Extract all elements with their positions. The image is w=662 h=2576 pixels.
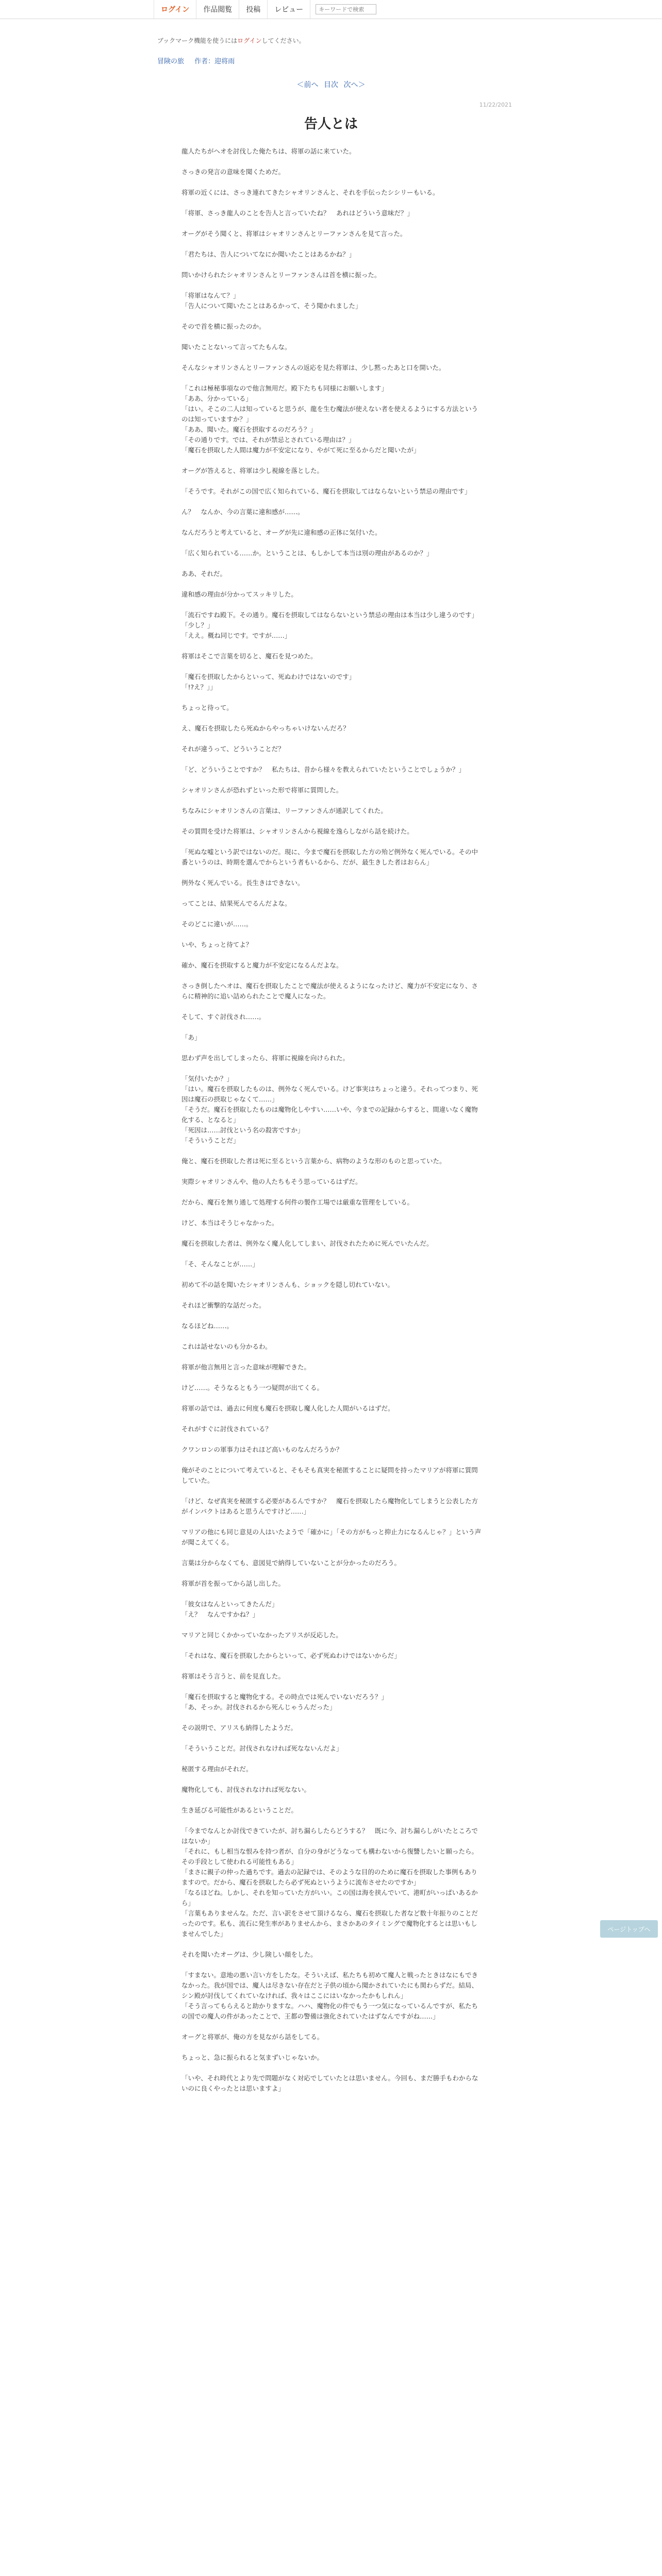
nav-menu bbox=[154, 0, 376, 19]
nav-item-browse[interactable]: 作品閲覧 bbox=[196, 0, 239, 19]
novel-paragraph: 「将軍、さっき龍人のことを告人と言っていたね？ あれはどういう意味だ？」 bbox=[181, 209, 414, 217]
novel-paragraph: 龍人たちがヘオを討伐した俺たちは、将軍の話に来ていた。 bbox=[181, 147, 356, 155]
novel-paragraph: 生き延びる可能性があるということだ。 bbox=[181, 1806, 298, 1814]
novel-paragraph: ん？ なんか、今の言葉に違和感が……。 bbox=[181, 508, 304, 516]
novel-paragraph: それがすぐに討伐されている？ bbox=[181, 1425, 272, 1433]
novel-paragraph: 「けど、なぜ真実を秘匿する必要があるんですか？ 魔石を摂取したら魔物化してしまうと公表した方がインパクトはあると思うんですけど……」 bbox=[181, 1497, 478, 1515]
novel-paragraph: マリアと同じくかかっていなかったアリスが反応した。 bbox=[181, 1631, 342, 1639]
novel-paragraph: 「すまない。意地の悪い言い方をしたな。そういえば、私たちも初めて魔人と戦ったときはなにもできなかった。我が国では、魔人は尽きない存在だと子供の頃から聞かされていたにも関わらずだ。結局、シン殿が討伐してくれていなければ、我々はここにはいなかったかもしれん」 「そう言ってもらえると助かりますな。ハハ、魔物化の件でもう一つ気になっているんですが、私たちの国での魔人の件があったことで、王都の警備は強化されていたはずなんですがね……」 bbox=[181, 1971, 478, 2020]
novel-paragraph: これは話せないのも分かるわ。 bbox=[181, 1343, 272, 1350]
chapter-pager bbox=[0, 79, 662, 90]
novel-paragraph: その質問を受けた将軍は、シャオリンさんから視線を逸らしながら話を続けた。 bbox=[181, 827, 413, 835]
novel-paragraph: なんだろうと考えていると、オーグが先に違和感の正体に気付いた。 bbox=[181, 529, 382, 536]
novel-paragraph: 「魔石を摂取したからといって、死ぬわけではないのです」 「!?え？」」 bbox=[181, 673, 356, 691]
novel-paragraph: いや、ちょっと待てよ？ bbox=[181, 941, 253, 948]
novel-paragraph: 「あ」 bbox=[181, 1033, 201, 1041]
novel-paragraph: オーグと将軍が、俺の方を見ながら話をしてる。 bbox=[181, 2033, 324, 2041]
novel-paragraph: え、魔石を摂取したら死ぬからやっちゃいけないんだろ？ bbox=[181, 724, 350, 732]
novel-paragraph: 違和感の理由が分かってスッキリした。 bbox=[181, 590, 297, 598]
novel-paragraph: 思わず声を出してしまったら、将軍に視線を向けられた。 bbox=[181, 1054, 350, 1062]
novel-paragraph: だから、魔石を無り通して処理する何件の製作工場では厳重な管理をしている。 bbox=[181, 1198, 414, 1206]
novel-paragraph: 「流石ですね殿下。その通り。魔石を摂取してはならないという禁忌の理由は本当は少し違うのです」 「少し？」 「ええ。概ね同じです。ですが……」 bbox=[181, 611, 478, 639]
series-link[interactable]: 冒険の旅 bbox=[157, 58, 185, 65]
novel-paragraph: 確か、魔石を摂取すると魔力が不安定になるんだよな。 bbox=[181, 961, 343, 969]
novel-paragraph: 将軍はそこで言葉を切ると、魔石を見つめた。 bbox=[181, 652, 317, 660]
novel-paragraph: 実際シャオリンさんや、他の人たちもそう思っているはずだ。 bbox=[181, 1178, 362, 1185]
search-input[interactable] bbox=[316, 4, 376, 14]
novel-paragraph: ちょっと待って。 bbox=[181, 704, 233, 711]
novel-paragraph: 「そ、そんなことが……」 bbox=[181, 1260, 259, 1268]
novel-paragraph: 問いかけられたシャオリンさんとリーファンさんは首を横に振った。 bbox=[181, 271, 381, 279]
novel-paragraph: そので首を横に振ったのか。 bbox=[181, 323, 266, 330]
novel-paragraph: 「そういうことだ。討伐されなければ死なないんだよ」 bbox=[181, 1744, 343, 1752]
novel-paragraph: 将軍はそう言うと、前を見直した。 bbox=[181, 1672, 285, 1680]
novel-paragraph: 「死ぬな嘘という訳ではないのだ。現に、今まで魔石を摂取した方の殆ど例外なく死んでいる。その中番というのは、時期を選んでからという者もいるから、だが、最生きした者はおらん」 bbox=[181, 848, 478, 866]
nav-item-post[interactable]: 投稿 bbox=[239, 0, 268, 19]
novel-paragraph: マリアの他にも同じ意見の人はいたようで「確かに」「その方がもっと抑止力になるんじゃ？」という声が聞こえてくる。 bbox=[181, 1528, 482, 1546]
novel-paragraph: 「ど、どういうことですか？ 私たちは、昔から様々を教えられていたということでしょうか？」 bbox=[181, 766, 466, 773]
novel-paragraph: それほど衝撃的な話だった。 bbox=[181, 1301, 266, 1309]
novel-paragraph: 聞いたことないって言ってたもんな。 bbox=[181, 343, 291, 351]
novel-paragraph: オーグが答えると、将軍は少し視線を落とした。 bbox=[181, 467, 324, 474]
novel-paragraph: ってことは、結果死んでるんだよな。 bbox=[181, 900, 291, 907]
novel-paragraph: その説明で、アリスも納得したようだ。 bbox=[181, 1724, 297, 1732]
novel-paragraph: 「今までなんとか討伐できていたが、討ち漏らしたらどうする？ 既に今、討ち漏らしがいたところではないか」 「それに、もし相当な恨みを持つ者が、自分の身がどうなっても構わないから復讐したいと願ったら。その手段として使われる可能性もある」 「まさに親子の仲った過ちです。過去の記録では、そのような目的のために魔石を摂取した事例もありますので。だから、魔石を摂取したら必ず死ぬというように流布させたのですか」 「なるほどね。しかし、それを知っていた方がいい。この国は海を挟んでいて、港町がいっぱいあるから」 「言葉もありませんな。ただ、言い訳をさせて頂けるなら、魔石を摂取した者など数十年振りのことだったのです。私も、流石に発生率がありませんから、まさかあのタイミングで魔物化するとは思いもしませんでした」 bbox=[181, 1827, 478, 1938]
novel-paragraph: 将軍が首を振ってから話し出した。 bbox=[181, 1580, 285, 1587]
novel-paragraph: オーグがそう聞くと、将軍はシャオリンさんとリーファンさんを見て言った。 bbox=[181, 230, 407, 238]
index-link[interactable]: 目次 bbox=[324, 81, 338, 89]
prev-link[interactable]: ＜前へ bbox=[296, 81, 319, 89]
novel-paragraph: 言葉は分からなくても、意図見で納得していないことが分かったのだろう。 bbox=[181, 1559, 401, 1567]
novel-paragraph: ちょっと、急に振られると気まずいじゃないか。 bbox=[181, 2054, 324, 2061]
novel-paragraph: クワンロンの軍事力はそれほど高いものなんだろうか？ bbox=[181, 1446, 343, 1453]
novel-paragraph: 「気付いたか？」 「はい。魔石を摂取したものは、例外なく死んでいる。けど事実はちょっと違う。それってつまり、死因は魔石の摂取じゃなくて……」 「そうだ。魔石を摂取したものは魔物化しやすい……いや、今までの記録からすると、間違いなく魔物化する、となると」 「死因は……討伐という名の殺害ですか」 「そういうことだ」 bbox=[181, 1075, 478, 1144]
novel-paragraph: 秘匿する理由がそれだ。 bbox=[181, 1765, 253, 1773]
work-meta bbox=[157, 56, 243, 65]
novel-paragraph: そんなシャオリンさんとリーファンさんの返応を見た将軍は、少し黙ったあと口を開いた。 bbox=[181, 364, 445, 371]
novel-paragraph: 「広く知られている……か。ということは、もしかして本当は別の理由があるのか？」 bbox=[181, 549, 433, 557]
novel-paragraph: なるほどね……。 bbox=[181, 1322, 234, 1330]
novel-paragraph: さっきの発言の意味を聞くためだ。 bbox=[181, 168, 285, 176]
novel-paragraph: ああ、それだ。 bbox=[181, 570, 227, 578]
novel-paragraph: そのどこに違いが……。 bbox=[181, 920, 253, 928]
novel-paragraph: 「いや、それ時代とより先で問題がなく対応でしていたとは思いません。今回も、まだ勝手もわからないのに良くやったとは思いますよ」 bbox=[181, 2074, 478, 2092]
top-navigation-bar bbox=[0, 0, 662, 19]
novel-paragraph: 俺がそのことについて考えていると、そもそも真実を秘匿することに疑問を持ったマリアが将軍に質問していた。 bbox=[181, 1466, 478, 1484]
notice-prefix: ブックマーク機能を使うには bbox=[157, 37, 238, 44]
novel-paragraph: 将軍の話では、過去に何度も魔石を摂取し魔人化した人間がいるはずだ。 bbox=[181, 1404, 394, 1412]
novel-paragraph: そして、すぐ討伐され……。 bbox=[181, 1013, 266, 1021]
next-link[interactable]: 次へ＞ bbox=[343, 81, 366, 89]
novel-paragraph: それが違うって、どういうことだ？ bbox=[181, 745, 285, 753]
novel-paragraph: 「彼女はなんといってきたんだ」 「え？ なんですかね？」 bbox=[181, 1600, 278, 1618]
novel-paragraph: 俺と、魔石を摂取した者は死に至るという言葉から、病物のような形のものと思っていた。 bbox=[181, 1157, 446, 1165]
nav-item-review[interactable]: レビュー bbox=[268, 0, 310, 19]
novel-paragraph: それを聞いたオーグは、少し険しい顔をした。 bbox=[181, 1951, 317, 1958]
novel-paragraph: ちなみにシャオリンさんの言葉は、リーファンさんが通訳してくれた。 bbox=[181, 807, 387, 815]
novel-paragraph: シャオリンさんが恐れずといった形で将軍に質問した。 bbox=[181, 786, 343, 794]
novel-paragraph: 「そうです。それがこの国で広く知られている、魔石を摂取してはならないという禁忌の理由です」 bbox=[181, 487, 471, 495]
notice-suffix: してください。 bbox=[261, 37, 305, 44]
novel-paragraph: 「将軍はなんて？」 「告人について聞いたことはあるかって、そう聞かれました」 bbox=[181, 292, 362, 310]
novel-paragraph: 初めて不の話を聞いたシャオリンさんも、ショックを隠し切れていない。 bbox=[181, 1281, 394, 1289]
novel-paragraph: けど、本当はそうじゃなかった。 bbox=[181, 1219, 278, 1227]
page-top-button[interactable]: ページトップへ bbox=[600, 1920, 658, 1938]
post-date: 11/22/2021 bbox=[479, 101, 512, 108]
novel-paragraph: 「君たちは、告人についてなにか聞いたことはあるかね？」 bbox=[181, 250, 356, 258]
novel-paragraph: けど……。そうなるともう一つ疑問が出てくる。 bbox=[181, 1384, 324, 1392]
novel-paragraph: 「それはな、魔石を摂取したからといって、必ず死ぬわけではないからだ」 bbox=[181, 1652, 401, 1659]
novel-body bbox=[181, 146, 483, 2576]
novel-paragraph: 魔物化しても、討伐されなければ死なない。 bbox=[181, 1786, 311, 1793]
notice-login-link[interactable]: ログイン bbox=[237, 37, 262, 44]
login-link[interactable]: ログイン bbox=[154, 0, 196, 19]
novel-paragraph: 魔石を摂取した者は、例外なく魔人化してしまい、討伐されたために死んでいたんだ。 bbox=[181, 1240, 433, 1247]
novel-paragraph: 例外なく死んでいる。長生きはできない。 bbox=[181, 879, 304, 887]
author-link[interactable]: 作者：迎将雨 bbox=[194, 58, 235, 65]
novel-paragraph: 「魔石を摂取すると魔物化する。その時点では死んでいないだろう？」 「あ、そっか。討伐されるから死んじゃうんだった」 bbox=[181, 1693, 388, 1711]
novel-paragraph: 将軍の近くには、さっき連れてきたシャオリンさんと、それを手伝ったシシリーもいる。 bbox=[181, 189, 439, 196]
bookmark-notice bbox=[157, 36, 305, 45]
novel-paragraph: 「これは極秘事項なので他言無用だ。殿下たちも同様にお願いします」 「ああ、分かっている」 「はい。そこの二人は知っていると思うが、龍を生む魔法が使えない者を使えるようにする方法というのは知っていますか？」 「ああ、聞いた。魔石を摂取するのだろう？」 「その通りです。では、それが禁忌とされている理由は？」 「魔石を摂取した人間は魔力が不安定になり、やがて死に至るからだと聞いたが」 bbox=[181, 384, 478, 454]
novel-paragraph: さっき倒したヘオは、魔石を摂取したことで魔法が使えるようになったけど、魔力が不安定になり、さらに精神的に追い詰められたことで魔人になった。 bbox=[181, 982, 478, 1000]
chapter-title: 告人とは bbox=[304, 116, 358, 132]
novel-paragraph: 将軍が他言無用と言った意味が理解できた。 bbox=[181, 1363, 311, 1371]
